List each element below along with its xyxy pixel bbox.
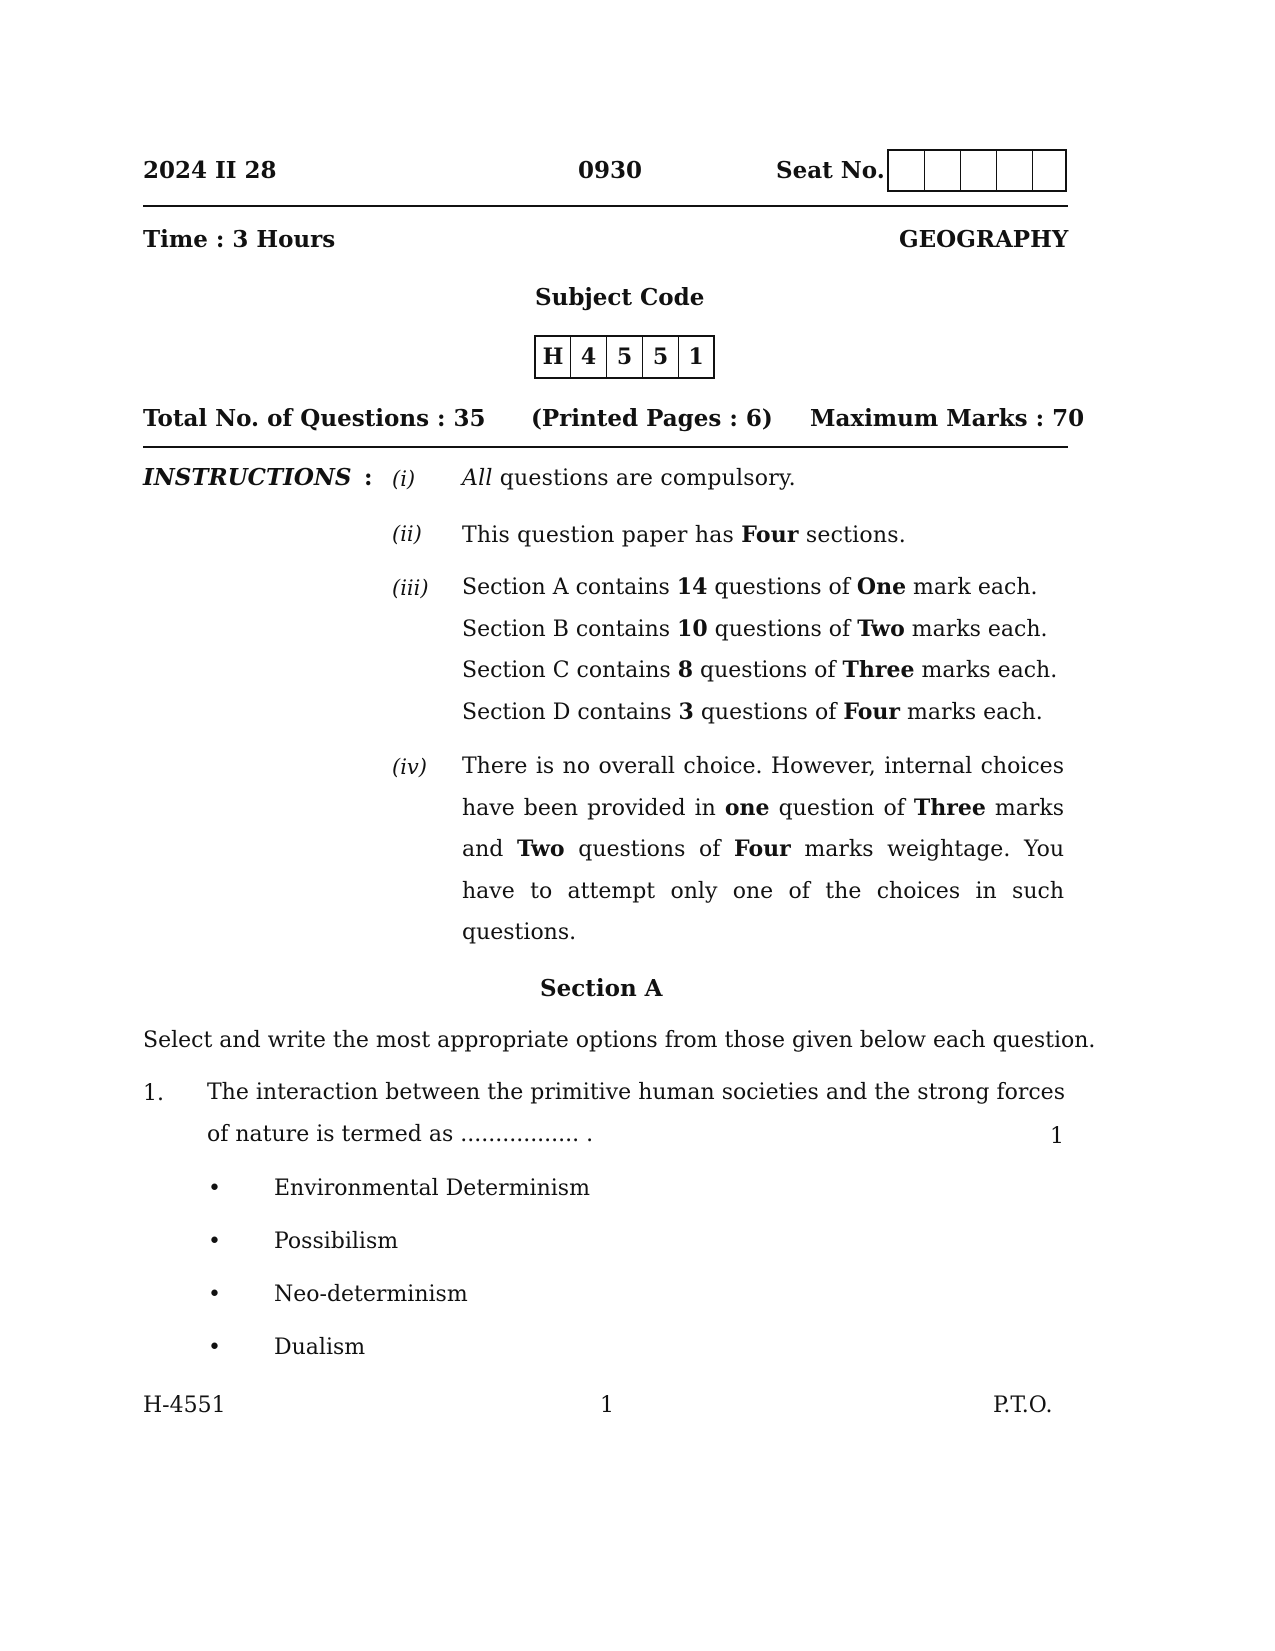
subject-code-boxes	[534, 335, 715, 379]
bullet-icon: •	[208, 1176, 221, 1201]
seat-number-boxes	[887, 149, 1067, 192]
instruction-num: (iii)	[392, 576, 429, 600]
instruction-num: (i)	[392, 467, 416, 491]
instruction-text-part: questions are compulsory.	[492, 466, 796, 491]
total-questions: Total No. of Questions : 35	[143, 405, 486, 432]
instruction-text	[462, 567, 1064, 733]
instruction-text	[462, 522, 906, 548]
time-allowed: Time : 3 Hours	[143, 226, 336, 253]
instruction-text: There is no overall choice. However, internal choices have been provided in one question of Three marks and Two questions of Four marks weightage. You have to attempt only one of the choices in such questions.	[462, 754, 1064, 945]
instructions-colon: :	[364, 464, 373, 491]
seat-box[interactable]	[961, 151, 997, 190]
subject-code-char: 1	[688, 344, 704, 370]
instruction-text-part: This question paper has	[462, 523, 742, 548]
instruction-num: (iv)	[392, 755, 427, 779]
option-item: Neo-determinism	[274, 1282, 468, 1307]
date-code: 2024 II 28	[143, 157, 277, 184]
instruction-line: Section D contains 3 questions of Four marks each.	[462, 698, 1043, 725]
page-number: 1	[600, 1393, 614, 1418]
instructions-label: INSTRUCTIONS	[143, 464, 352, 491]
option-item: Possibilism	[274, 1229, 399, 1254]
seat-box[interactable]	[925, 151, 961, 190]
instruction-text-part: Four	[741, 522, 799, 548]
seat-box[interactable]	[1033, 151, 1065, 190]
header-divider	[143, 205, 1068, 207]
subject-code-char: 5	[643, 337, 679, 377]
instruction-text-part: sections.	[798, 523, 906, 548]
subject-code-char: 4	[571, 337, 607, 377]
seat-box[interactable]	[889, 151, 925, 190]
option-item: Dualism	[274, 1335, 366, 1360]
subject-code-char: 5	[607, 337, 643, 377]
question-text: The interaction between the primitive human societies and the strong forces of nature is termed as ................. .	[207, 1080, 1065, 1147]
bullet-icon: •	[208, 1335, 221, 1360]
section-directive: Select and write the most appropriate options from those given below each question.	[143, 1028, 1096, 1053]
instruction-line: Section A contains 14 questions of One mark each.	[462, 574, 1038, 600]
question-marks: 1	[1050, 1124, 1064, 1149]
time-code: 0930	[578, 157, 643, 184]
subject-code-char: H	[536, 337, 571, 377]
option-item: Environmental Determinism	[274, 1176, 590, 1201]
bullet-icon: •	[208, 1282, 221, 1307]
paper-code: H-4551	[143, 1393, 226, 1418]
instruction-text-part: All	[462, 466, 493, 491]
section-title: Section A	[540, 975, 663, 1002]
maximum-marks: Maximum Marks : 70	[810, 405, 1085, 432]
seat-box[interactable]	[997, 151, 1033, 190]
question-number: 1.	[143, 1081, 164, 1106]
instruction-line: Section B contains 10 questions of Two marks each.	[462, 615, 1048, 642]
meta-divider	[143, 446, 1068, 448]
seat-label: Seat No.	[776, 157, 885, 184]
instruction-num: (ii)	[392, 522, 422, 546]
instruction-line: Section C contains 8 questions of Three marks each.	[462, 657, 1058, 683]
bullet-icon: •	[208, 1229, 221, 1254]
printed-pages: (Printed Pages : 6)	[531, 405, 773, 432]
pto-note: P.T.O.	[993, 1393, 1053, 1418]
instruction-text	[462, 466, 796, 491]
subject-name: GEOGRAPHY	[899, 226, 1069, 253]
subject-code-label: Subject Code	[535, 284, 705, 311]
